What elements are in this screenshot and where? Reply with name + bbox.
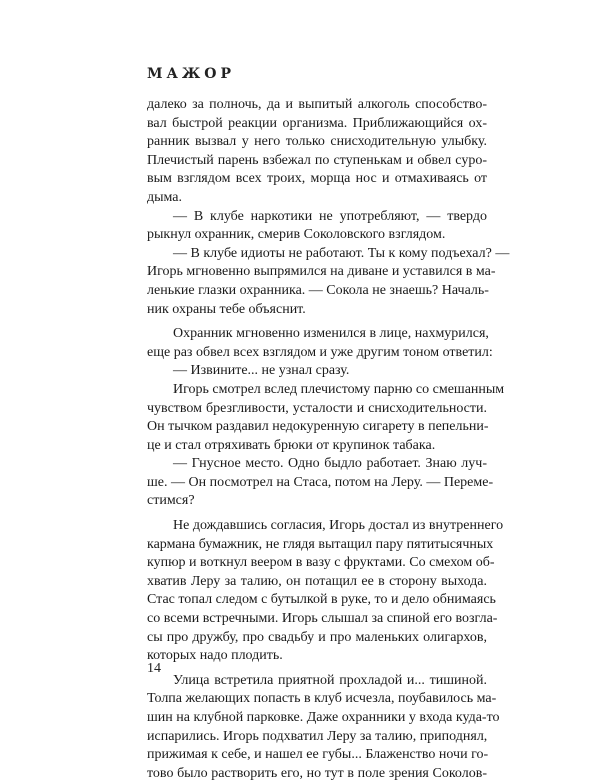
text-line: тово было растворить его, но тут в поле зрения Соколов- bbox=[147, 765, 487, 781]
text-line: Он тычком раздавил недокуренную сигарету в пепельни- bbox=[147, 419, 489, 435]
text-line: стимся? bbox=[147, 493, 195, 509]
text-line: купюр и воткнул веером в вазу с фруктами. Со смехом об- bbox=[147, 555, 495, 571]
text-line: Плечистый парень взбежал по ступенькам и обвел суро- bbox=[147, 152, 487, 168]
text-line: ше. — Он посмотрел на Стаса, потом на Леру. — Переме- bbox=[147, 474, 494, 490]
text-line: ленькие глазки охранника. — Сокола не знаешь? Началь- bbox=[147, 282, 489, 298]
text-line: це и стал отряхивать брюки от крупинок табака. bbox=[147, 437, 436, 453]
text-line: Игорь мгновенно выпрямился на диване и уставился в ма- bbox=[147, 264, 496, 280]
text-line: Охранник мгновенно изменился в лице, нахмурился, bbox=[173, 326, 489, 342]
text-line: прижимая к себе, и нашел ее губы... Блаженство ночи го- bbox=[147, 747, 489, 763]
text-line: Толпа желающих попасть в клуб исчезла, поубавилось ма- bbox=[147, 691, 497, 707]
text-line: со всеми встречными. Игорь слышал за спиной его возгла- bbox=[147, 611, 498, 627]
text-line: — Гнусное место. Одно быдло работает. Знаю луч- bbox=[173, 456, 487, 472]
text-line: ник охраны тебе объяснит. bbox=[147, 301, 306, 317]
text-line: — В клубе идиоты не работают. Ты к кому подъехал? — bbox=[173, 245, 510, 261]
running-head: МАЖОР bbox=[147, 66, 235, 82]
text-line: еще раз обвел всех взглядом и уже другим тоном ответил: bbox=[147, 344, 493, 360]
text-line: которых надо плодить. bbox=[147, 648, 283, 664]
text-line: чувством брезгливости, усталости и снисходительности. bbox=[147, 400, 487, 416]
text-line: вым взглядом всех троих, морща нос и отмахиваясь от bbox=[147, 171, 487, 187]
text-line: — Извините... не узнал сразу. bbox=[173, 363, 350, 379]
page-number: 14 bbox=[147, 661, 161, 676]
text-line: Стас топал следом с бутылкой в руке, то и дело обнимаясь bbox=[147, 592, 496, 608]
text-line: рыкнул охранник, смерив Соколовского взглядом. bbox=[147, 227, 446, 243]
text-line: хватив Леру за талию, он потащил ее в сторону выхода. bbox=[147, 573, 487, 589]
text-line: испарились. Игорь подхватил Леру за талию, приподнял, bbox=[147, 728, 488, 744]
text-line: шин на клубной парковке. Даже охранники у входа куда-то bbox=[147, 710, 500, 725]
text-line: кармана бумажник, не глядя вытащил пару пятитысячных bbox=[147, 536, 494, 552]
text-line: — В клубе наркотики не употребляют, — твердо bbox=[173, 208, 487, 224]
text-line: Игорь смотрел вслед плечистому парню со смешанным bbox=[173, 381, 505, 397]
text-line: дыма. bbox=[147, 189, 183, 205]
text-line: ранник вызвал у него только снисходительную улыбку. bbox=[147, 134, 487, 150]
text-line: вал быстрой реакции организма. Приближающийся ох- bbox=[147, 115, 487, 131]
text-line: сы про дружбу, про свадьбу и про маленьких олигархов, bbox=[147, 629, 487, 645]
text-line: Не дождавшись согласия, Игорь достал из внутреннего bbox=[173, 518, 504, 534]
body-text bbox=[147, 96, 510, 783]
text-line: далеко за полночь, да и выпитый алкоголь способство- bbox=[147, 97, 487, 112]
text-line: Улица встретила приятной прохладой и... тишиной. bbox=[173, 672, 487, 688]
